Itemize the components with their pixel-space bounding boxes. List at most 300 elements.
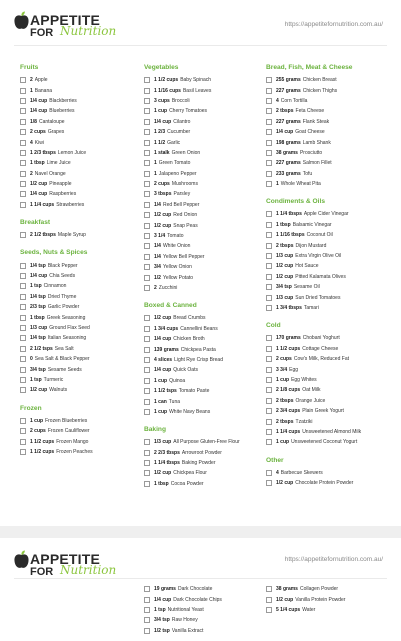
checkbox[interactable]: [20, 283, 26, 289]
item-quantity: 1/4 cup: [30, 191, 48, 198]
item-name: Extra Virgin Olive Oil: [295, 253, 342, 260]
item-quantity: 3 tbsps: [154, 191, 172, 198]
checkbox[interactable]: [144, 191, 150, 197]
checkbox[interactable]: [266, 295, 272, 301]
checkbox[interactable]: [20, 171, 26, 177]
item-quantity: 1/4: [154, 201, 161, 208]
checkbox[interactable]: [20, 304, 26, 310]
list-item: [144, 272, 269, 282]
section-heading: Seeds, Nuts & Spices: [20, 249, 88, 257]
checkbox[interactable]: [266, 429, 272, 435]
checkbox[interactable]: [20, 98, 26, 104]
item-quantity: 1/4 cup: [154, 118, 172, 125]
list-item: [266, 406, 391, 416]
item-quantity: 2 2/3 tbsps: [154, 449, 180, 456]
list-item: [144, 200, 269, 210]
checkbox[interactable]: [20, 150, 26, 156]
checkbox[interactable]: [266, 284, 272, 290]
item-name: Frozen Peaches: [56, 448, 93, 455]
item-name: White Navy Beans: [169, 408, 211, 415]
checkbox[interactable]: [20, 140, 26, 146]
item-quantity: 3/4 tsp: [30, 366, 46, 373]
checkbox[interactable]: [144, 347, 150, 353]
checkbox[interactable]: [20, 346, 26, 352]
item-name: Chicken Thighs: [302, 87, 338, 94]
list-item: [266, 220, 391, 230]
item-name: Cucumber: [167, 129, 191, 136]
item-name: White Onion: [162, 243, 191, 250]
checkbox[interactable]: [20, 273, 26, 279]
item-quantity: 1 1/4 cups: [30, 201, 55, 208]
checkbox[interactable]: [144, 357, 150, 363]
item-name: Tuna: [168, 398, 181, 405]
checkbox[interactable]: [20, 377, 26, 383]
list-item: [144, 437, 269, 447]
item-quantity: 2: [30, 170, 33, 177]
item-name: Greek Seasoning: [46, 314, 86, 321]
item-quantity: 1 1/2 cups: [276, 345, 301, 352]
item-quantity: 2 cups: [276, 356, 292, 363]
list-item: [144, 355, 269, 365]
item-quantity: 1 1/16 tbsps: [276, 232, 305, 239]
list-item: [20, 230, 145, 240]
checkbox[interactable]: [266, 88, 272, 94]
list-item: [266, 427, 391, 437]
list-item: [144, 458, 269, 468]
item-name: Flank Steak: [302, 118, 330, 125]
item-name: Vanilla Extract: [171, 627, 204, 634]
list-item: [144, 148, 269, 158]
checkbox[interactable]: [20, 232, 26, 238]
item-name: Oat Milk: [302, 387, 321, 394]
item-quantity: 1: [30, 87, 33, 94]
item-quantity: 1/4: [154, 243, 161, 250]
list-item: [144, 262, 269, 272]
brand-logo: [14, 9, 126, 43]
checkbox[interactable]: [266, 129, 272, 135]
item-name: Sesame Oil: [293, 284, 320, 291]
checkbox[interactable]: [20, 119, 26, 125]
list-item: [144, 210, 269, 220]
list-item: [20, 323, 145, 333]
item-name: Chicken Breast: [302, 77, 337, 84]
section-heading: Fruits: [20, 64, 39, 71]
checkbox[interactable]: [266, 305, 272, 311]
item-name: Lime Juice: [46, 160, 71, 167]
item-quantity: 1 tbsp: [30, 314, 45, 321]
checkbox[interactable]: [266, 470, 272, 476]
checkbox[interactable]: [144, 378, 150, 384]
list-item: [20, 158, 145, 168]
item-name: Strawberries: [56, 201, 85, 208]
item-quantity: 1 cup: [276, 376, 290, 383]
checkbox[interactable]: [266, 346, 272, 352]
checkbox[interactable]: [144, 607, 150, 613]
checkbox[interactable]: [20, 129, 26, 135]
checkbox[interactable]: [144, 108, 150, 114]
item-quantity: 1 cup: [276, 439, 290, 446]
list-item: [266, 385, 391, 395]
item-name: Raspberries: [49, 191, 77, 198]
item-name: Unsweetened Coconut Yogurt: [291, 439, 358, 446]
item-name: Collagen Powder: [299, 586, 339, 593]
item-name: Egg Whites: [291, 376, 317, 383]
item-quantity: 1/4 cup: [154, 596, 172, 603]
checkbox[interactable]: [20, 202, 26, 208]
checkbox[interactable]: [144, 315, 150, 321]
item-quantity: 1 1/4 tbsps: [154, 460, 180, 467]
item-quantity: 1: [154, 170, 157, 177]
item-quantity: 2: [30, 77, 33, 84]
list-item: [266, 179, 391, 189]
item-name: Hot Sauce: [295, 263, 319, 270]
item-quantity: 1 tsp: [154, 606, 166, 613]
item-name: Cocoa Powder: [170, 480, 204, 487]
checkbox[interactable]: [144, 586, 150, 592]
list-item: [266, 364, 391, 374]
item-quantity: 2 3/4 cups: [276, 408, 301, 415]
item-quantity: 2 tbsps: [276, 397, 294, 404]
item-name: Orange Juice: [295, 397, 326, 404]
column-2: [144, 63, 269, 489]
checkbox[interactable]: [20, 160, 26, 166]
logo-line-3: Nutrition: [60, 24, 117, 38]
item-name: Mushrooms: [171, 181, 198, 188]
checkbox[interactable]: [266, 119, 272, 125]
item-name: Chobani Yoghurt: [302, 335, 340, 342]
item-quantity: 1/2 cup: [276, 273, 294, 280]
checkbox[interactable]: [20, 294, 26, 300]
list-item: [266, 106, 391, 116]
item-quantity: 1/2 cup: [154, 470, 172, 477]
checkbox[interactable]: [144, 460, 150, 466]
item-name: Yellow Bell Pepper: [162, 253, 205, 260]
item-quantity: 3/4 tsp: [276, 284, 292, 291]
list-item: [144, 605, 269, 615]
checkbox[interactable]: [266, 439, 272, 445]
item-name: Grapes: [47, 129, 65, 136]
list-item: [266, 478, 391, 488]
list-item: [144, 313, 269, 323]
list-item: [144, 75, 269, 85]
item-name: Kiwi: [34, 139, 44, 146]
item-name: Nutritional Yeast: [167, 606, 204, 613]
checkbox[interactable]: [20, 77, 26, 83]
checkbox[interactable]: [144, 150, 150, 156]
checkbox[interactable]: [266, 243, 272, 249]
checkbox[interactable]: [266, 253, 272, 259]
list-item: [20, 75, 145, 85]
item-name: Balsamic Vinegar: [292, 221, 332, 228]
list-item: [144, 241, 269, 251]
site-url[interactable]: https://appetitefornutrition.com.au/: [284, 21, 383, 28]
checkbox[interactable]: [20, 263, 26, 269]
list-item: [144, 96, 269, 106]
item-quantity: 1 cup: [154, 108, 168, 115]
item-quantity: 3 1/4: [154, 233, 166, 240]
item-quantity: 1/2 cup: [276, 263, 294, 270]
list-item: [20, 302, 145, 312]
item-quantity: 1/2 cup: [154, 315, 172, 322]
checkbox[interactable]: [144, 233, 150, 239]
item-name: Unsweetened Almond Milk: [302, 428, 362, 435]
item-quantity: 1/4 cup: [276, 129, 294, 136]
checkbox[interactable]: [144, 470, 150, 476]
item-quantity: 1/2 cup: [276, 480, 294, 487]
list-item: [266, 354, 391, 364]
item-name: Chickpea Pasta: [180, 346, 216, 353]
checkbox[interactable]: [266, 232, 272, 238]
checkbox[interactable]: [144, 597, 150, 603]
checkbox[interactable]: [144, 77, 150, 83]
item-quantity: 4 slices: [154, 356, 173, 363]
checkbox[interactable]: [144, 326, 150, 332]
list-item: [144, 137, 269, 147]
list-item: [144, 324, 269, 334]
item-quantity: 1 1/2 cups: [30, 438, 55, 445]
checkbox[interactable]: [144, 481, 150, 487]
checkbox[interactable]: [144, 171, 150, 177]
item-quantity: 1/3 cup: [30, 325, 48, 331]
checkbox[interactable]: [20, 335, 26, 341]
checkbox[interactable]: [266, 419, 272, 425]
item-name: Cilantro: [173, 118, 191, 125]
item-quantity: 1/3 cup: [276, 294, 294, 301]
item-name: Lamb Shank: [302, 139, 331, 146]
item-name: Sea Salt & Black Pepper: [34, 356, 90, 363]
checkbox[interactable]: [144, 202, 150, 208]
item-name: Cottage Cheese: [302, 345, 339, 352]
checkbox[interactable]: [266, 408, 272, 414]
list-item: [266, 169, 391, 179]
item-quantity: 1 tsp: [30, 376, 42, 383]
checkbox[interactable]: [266, 160, 272, 166]
item-name: Walnuts: [49, 387, 68, 394]
item-name: Water: [302, 606, 316, 613]
checkbox[interactable]: [266, 398, 272, 404]
item-name: Blueberries: [49, 108, 75, 115]
checkbox[interactable]: [266, 607, 272, 613]
checkbox[interactable]: [266, 377, 272, 383]
checkbox[interactable]: [144, 450, 150, 456]
list-item: [144, 376, 269, 386]
item-quantity: 1/3 cup: [276, 253, 294, 260]
item-name: Banana: [34, 87, 53, 94]
checkbox[interactable]: [144, 409, 150, 415]
item-name: Chia Seeds: [49, 273, 76, 280]
item-quantity: 2: [154, 285, 157, 291]
item-name: Cow's Milk, Reduced Fat: [293, 356, 349, 363]
section-heading: Cold: [266, 322, 281, 330]
checkbox[interactable]: [144, 119, 150, 125]
item-quantity: 1/4 tsp: [30, 335, 46, 342]
item-name: Goat Cheese: [295, 129, 325, 136]
logo-line-2: FOR: [30, 27, 54, 39]
checkbox[interactable]: [20, 439, 26, 445]
list-item: [20, 96, 145, 106]
checkbox[interactable]: [144, 285, 150, 291]
item-quantity: 1 1/2 cups: [30, 448, 55, 455]
list-item: [266, 416, 391, 426]
item-quantity: 2/3 tsp: [30, 304, 46, 311]
item-name: Frozen Mango: [56, 438, 89, 445]
checkbox[interactable]: [20, 108, 26, 114]
item-name: Snap Peas: [173, 222, 198, 229]
item-quantity: 5 1/4 cups: [276, 606, 301, 613]
checkbox[interactable]: [266, 108, 272, 114]
item-name: Blackberries: [49, 97, 77, 104]
checkbox[interactable]: [144, 160, 150, 166]
checkbox[interactable]: [266, 356, 272, 362]
item-name: Ground Flax Seed: [49, 325, 90, 331]
list-item: [144, 179, 269, 189]
item-quantity: 1/2 cup: [30, 387, 48, 394]
item-name: Garlic: [167, 139, 181, 146]
item-name: Cannellini Beans: [180, 325, 218, 332]
checkbox[interactable]: [144, 275, 150, 281]
item-quantity: 1 1/16 cups: [154, 87, 181, 94]
list-item: [20, 117, 145, 127]
item-name: Sesame Seeds: [47, 366, 82, 373]
list-item: [266, 605, 391, 615]
item-name: Dried Thyme: [47, 293, 77, 300]
checkbox[interactable]: [266, 586, 272, 592]
checkbox[interactable]: [144, 388, 150, 394]
item-quantity: 1 3/4 cups: [154, 325, 179, 332]
checkbox[interactable]: [144, 264, 150, 270]
checkbox[interactable]: [20, 367, 26, 373]
item-quantity: 1 tbsp: [276, 221, 291, 228]
item-quantity: 4: [30, 139, 33, 146]
checkbox[interactable]: [20, 88, 26, 94]
item-quantity: 1 3/4 tbsps: [276, 305, 302, 311]
item-quantity: 198 grams: [276, 139, 301, 146]
item-quantity: 2 tbsps: [276, 418, 294, 425]
checkbox[interactable]: [20, 418, 26, 424]
checkbox[interactable]: [144, 628, 150, 634]
checkbox[interactable]: [144, 223, 150, 229]
checkbox[interactable]: [20, 449, 26, 455]
checkbox[interactable]: [144, 336, 150, 342]
checkbox[interactable]: [266, 77, 272, 83]
item-quantity: 1/8: [30, 118, 37, 125]
column-3: [266, 63, 391, 488]
checkbox[interactable]: [266, 211, 272, 217]
checkbox[interactable]: [144, 129, 150, 135]
item-quantity: 227 grams: [276, 160, 301, 167]
item-name: Yellow Onion: [162, 264, 192, 271]
item-name: Chickpea Flour: [173, 470, 207, 477]
site-url-page-2[interactable]: https://appetitefornutrition.com.au/: [284, 556, 383, 563]
checkbox[interactable]: [266, 274, 272, 280]
logo-line-1: APPETITE: [30, 12, 101, 28]
checkbox[interactable]: [20, 315, 26, 321]
checkbox[interactable]: [266, 140, 272, 146]
item-quantity: 1/4 tsp: [30, 262, 46, 269]
item-name: Basil Leaves: [182, 87, 212, 94]
list-item: [20, 106, 145, 116]
checkbox[interactable]: [144, 367, 150, 373]
list-item: [266, 230, 391, 240]
checkbox[interactable]: [20, 356, 26, 362]
checkbox[interactable]: [20, 181, 26, 187]
item-name: Baking Powder: [181, 460, 216, 467]
checkbox[interactable]: [20, 325, 26, 331]
checkbox[interactable]: [144, 140, 150, 146]
section-heading: Boxed & Canned: [144, 302, 197, 310]
item-quantity: 1 cup: [154, 408, 168, 415]
item-quantity: 3/4: [154, 264, 161, 271]
checkbox[interactable]: [266, 222, 272, 228]
checkbox[interactable]: [266, 387, 272, 393]
item-name: Yellow Potato: [162, 274, 194, 281]
checkbox[interactable]: [266, 367, 272, 373]
checkbox[interactable]: [144, 243, 150, 249]
checkbox[interactable]: [20, 387, 26, 393]
checkbox[interactable]: [144, 181, 150, 187]
checkbox[interactable]: [266, 263, 272, 269]
list-item: [144, 468, 269, 478]
list-item: [20, 271, 145, 281]
list-item: [266, 584, 391, 594]
checkbox[interactable]: [144, 88, 150, 94]
checkbox[interactable]: [266, 181, 272, 187]
item-name: Pitted Kalamata Olives: [295, 273, 346, 280]
item-quantity: 3 3/4: [276, 366, 288, 373]
checkbox[interactable]: [266, 480, 272, 486]
checkbox[interactable]: [144, 617, 150, 623]
list-item: [266, 85, 391, 95]
list-item: [144, 615, 269, 625]
checkbox[interactable]: [144, 439, 150, 445]
item-name: Baby Spinach: [180, 77, 212, 84]
item-quantity: 3 cups: [154, 97, 170, 104]
item-name: Plain Greek Yogurt: [302, 408, 344, 415]
checkbox[interactable]: [144, 212, 150, 218]
item-name: Maple Syrup: [57, 232, 86, 239]
checkbox[interactable]: [144, 399, 150, 405]
list-item: [266, 127, 391, 137]
list-item: [266, 292, 391, 302]
checkbox[interactable]: [20, 191, 26, 197]
logo-line-3: Nutrition: [60, 563, 117, 577]
list-item: [266, 468, 391, 478]
item-name: Barbecue Skewers: [280, 469, 323, 476]
checkbox[interactable]: [144, 98, 150, 104]
item-name: Jalapeno Pepper: [158, 170, 197, 177]
item-name: Cinnamon: [43, 283, 67, 290]
list-item: [266, 344, 391, 354]
item-quantity: 139 grams: [154, 346, 179, 353]
item-quantity: 233 grams: [276, 170, 301, 177]
shopping-list-page-2: [0, 538, 401, 641]
checkbox[interactable]: [144, 254, 150, 260]
item-quantity: 1/4 cup: [154, 336, 172, 343]
item-quantity: 1 2/3: [154, 129, 166, 136]
checkbox[interactable]: [266, 171, 272, 177]
list-item: [266, 272, 391, 282]
checkbox[interactable]: [266, 335, 272, 341]
checkbox[interactable]: [20, 428, 26, 434]
apple-logo-icon: [14, 11, 29, 31]
header-divider: [14, 45, 387, 46]
checkbox[interactable]: [266, 597, 272, 603]
item-name: Sun Dried Tomatoes: [295, 294, 341, 301]
list-item: [144, 127, 269, 137]
checkbox[interactable]: [266, 150, 272, 156]
checkbox[interactable]: [266, 98, 272, 104]
item-quantity: 0: [30, 356, 33, 363]
